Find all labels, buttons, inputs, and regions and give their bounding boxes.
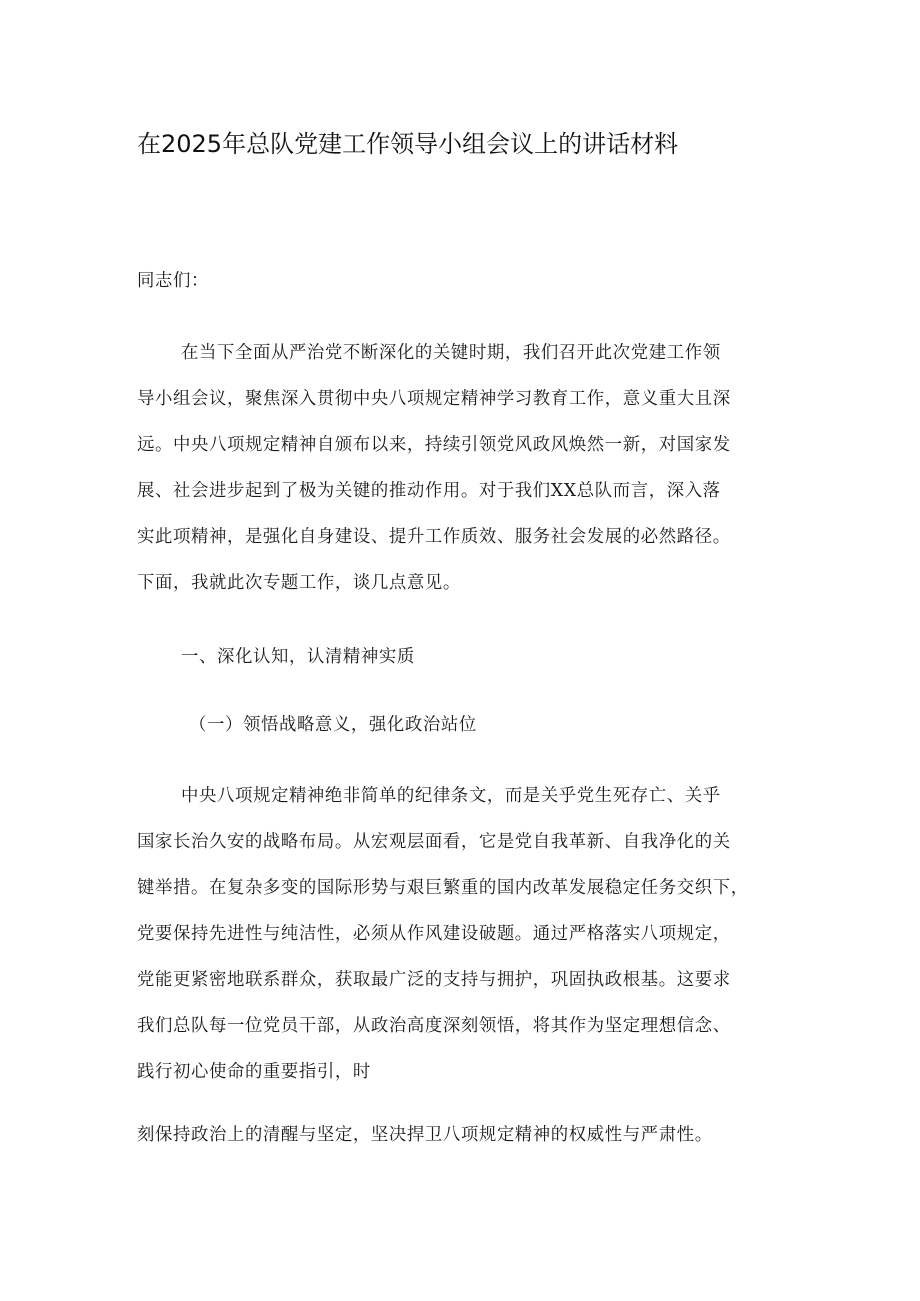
- intro-line-6: 下面，我就此次专题工作，谈几点意见。: [137, 573, 461, 593]
- body-line-1: 中央八项规定精神绝非简单的纪律条文，而是关乎党生死存亡、关乎: [181, 786, 721, 806]
- body-line-6: 我们总队每一位党员干部，从政治高度深刻领悟，将其作为坚定理想信念、: [137, 1016, 731, 1036]
- intro-line-1: 在当下全面从严治党不断深化的关键时期，我们召开此次党建工作领: [181, 343, 721, 363]
- body-line-3: 键举措。在复杂多变的国际形势与艰巨繁重的国内改革发展稳定任务交织下，: [137, 878, 749, 898]
- body-line-7: 践行初心使命的重要指引，时: [137, 1062, 371, 1082]
- document-title: 在2025年总队党建工作领导小组会议上的讲话材料: [137, 130, 679, 158]
- subsection-heading: （一）领悟战略意义，强化政治站位: [189, 715, 477, 735]
- body-line-5: 党能更紧密地联系群众，获取最广泛的支持与拥护，巩固执政根基。这要求: [137, 970, 731, 990]
- intro-line-4: 展、社会进步起到了极为关键的推动作用。对于我们XX总队而言，深入落: [137, 481, 721, 501]
- intro-line-3: 远。中央八项规定精神自颁布以来，持续引领党风政风焕然一新，对国家发: [137, 435, 731, 455]
- intro-line-5: 实此项精神，是强化自身建设、提升工作质效、服务社会发展的必然路径。: [137, 527, 731, 547]
- body-line-2: 国家长治久安的战略布局。从宏观层面看，它是党自我革新、自我净化的关: [137, 832, 731, 852]
- section-heading: 一、深化认知，认清精神实质: [181, 647, 415, 667]
- salutation: 同志们：: [137, 271, 209, 291]
- body-line-4: 党要保持先进性与纯洁性，必须从作风建设破题。通过严格落实八项规定，: [137, 924, 731, 944]
- intro-line-2: 导小组会议，聚焦深入贯彻中央八项规定精神学习教育工作，意义重大且深: [137, 389, 731, 409]
- body-line-8: 刻保持政治上的清醒与坚定，坚决捍卫八项规定精神的权威性与严肃性。: [137, 1125, 713, 1145]
